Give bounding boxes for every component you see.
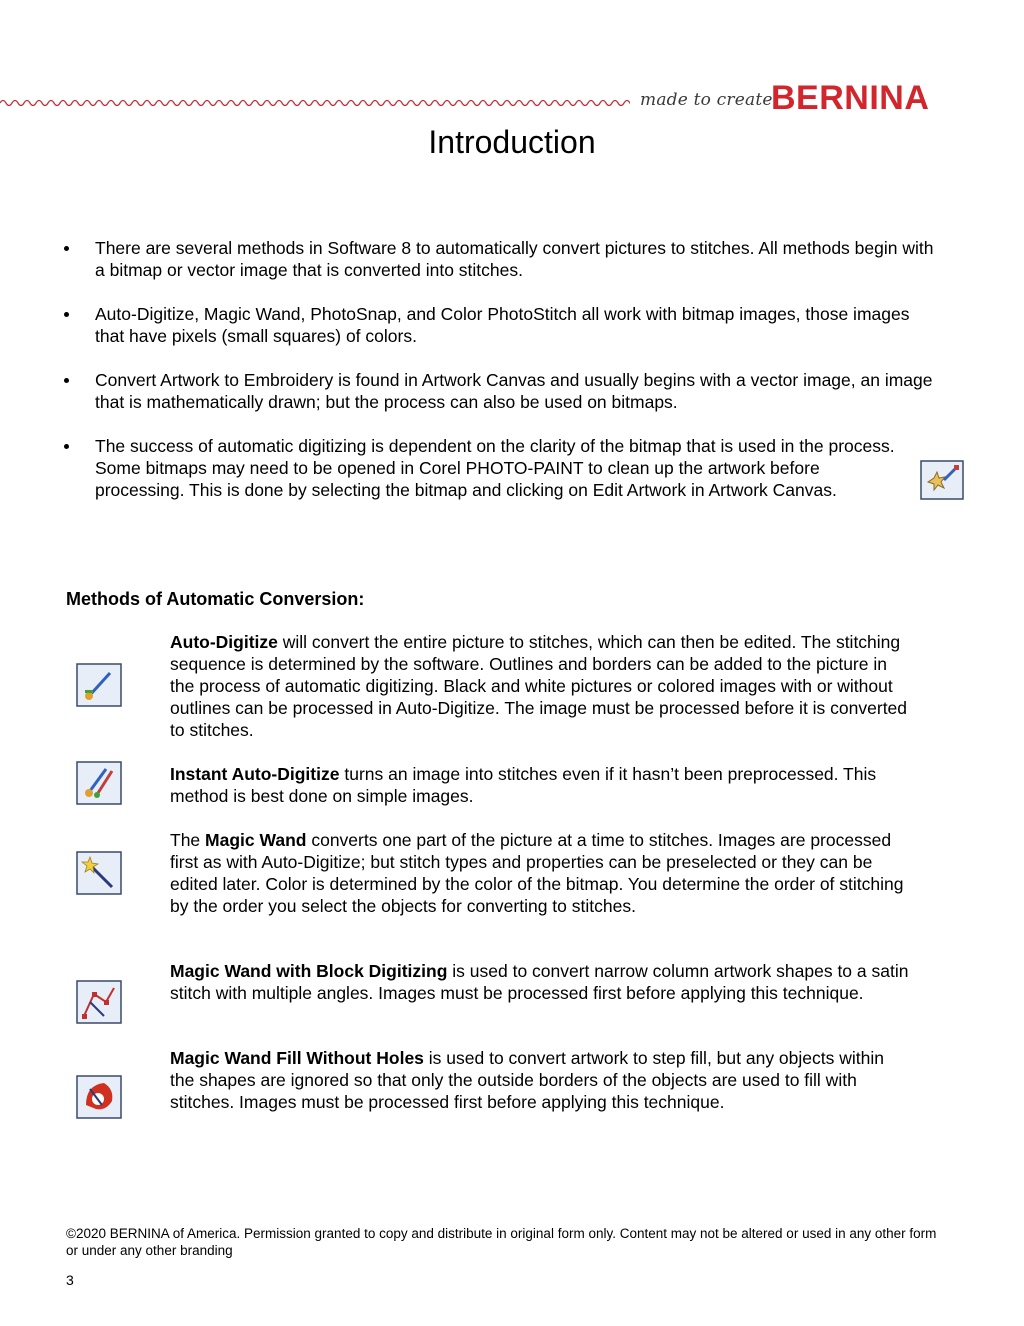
method-name: Instant Auto-Digitize bbox=[170, 764, 340, 784]
list-item bbox=[62, 303, 942, 347]
brand-tagline: made to create bbox=[640, 90, 773, 110]
method-magic-wand-block-digitizing: Magic Wand with Block Digitizing is used to convert narrow column artwork shapes to a satin stitch with multiple angles. Images must be processed first before applying this technique. bbox=[170, 961, 909, 1003]
list-item bbox=[62, 369, 942, 413]
edit-artwork-icon bbox=[920, 460, 964, 500]
method-magic-wand: The Magic Wand converts one part of the picture at a time to stitches. Images are processed first as with Auto-Digitize; but stitch types and properties can be preselected or they can be edited later. Color is determined by the color of the bitmap. You determine the order of stitching by the order you select the objects for converting to stitches. bbox=[170, 830, 904, 916]
bullet-text: Convert Artwork to Embroidery is found in Artwork Canvas and usually begins with a vector image, an image that is mathematically drawn; but the process can also be used on bitmaps. bbox=[95, 370, 933, 412]
section-heading: Methods of Automatic Conversion: bbox=[66, 589, 365, 609]
method-name: Magic Wand with Block Digitizing bbox=[170, 961, 448, 981]
list-item bbox=[62, 435, 913, 501]
magic-wand-block-digitizing-icon bbox=[76, 980, 122, 1024]
method-magic-wand-fill-without-holes: Magic Wand Fill Without Holes is used to convert artwork to step fill, but any objects within the shapes are ignored so that only the outside borders of the objects are used to fill with stitches. Images must be processed first before applying this technique. bbox=[170, 1048, 884, 1112]
magic-wand-fill-without-holes-icon bbox=[76, 1075, 122, 1119]
magic-wand-icon bbox=[76, 851, 122, 895]
brand-logo: BERNINA bbox=[771, 79, 930, 117]
bullet-icon bbox=[64, 312, 69, 317]
bullet-icon bbox=[64, 378, 69, 383]
page-number: 3 bbox=[66, 1272, 74, 1288]
instant-auto-digitize-icon bbox=[76, 761, 122, 805]
copyright-footer: ©2020 BERNINA of America. Permission granted to copy and distribute in original form only. Content may not be altered or used in any other form or under any other branding bbox=[66, 1226, 937, 1258]
method-name: Magic Wand bbox=[205, 830, 307, 850]
bullet-icon bbox=[64, 444, 69, 449]
method-auto-digitize: Auto-Digitize will convert the entire picture to stitches, which can then be edited. The stitching sequence is determined by the software. Outlines and borders can be added to the picture in the process of automatic digitizing. Black and white pictures or colored images with or without outlines can be processed in Auto-Digitize. The image must be processed before it is converted to stitches. bbox=[170, 632, 908, 740]
page-title: Introduction bbox=[428, 124, 596, 160]
bullet-text: There are several methods in Software 8 to automatically convert pictures to stitches. All methods begin with a bitmap or vector image that is converted into stitches. bbox=[95, 238, 934, 280]
auto-digitize-icon bbox=[76, 663, 122, 707]
bullet-text: Auto-Digitize, Magic Wand, PhotoSnap, and Color PhotoStitch all work with bitmap images, those images that have pixels (small squares) of colors. bbox=[95, 304, 910, 346]
method-instant-auto-digitize: Instant Auto-Digitize turns an image into stitches even if it hasn’t been preprocessed. This method is best done on simple images. bbox=[170, 764, 877, 806]
bullet-icon bbox=[64, 246, 69, 251]
bullet-text: The success of automatic digitizing is dependent on the clarity of the bitmap that is used in the process. Some bitmaps may need to be opened in Corel PHOTO-PAINT to clean up the artwork before processing. This is done by selecting the bitmap and clicking on Edit Artwork in Artwork Canvas. bbox=[95, 436, 895, 500]
page-header bbox=[0, 78, 1024, 118]
list-item bbox=[62, 237, 942, 281]
decorative-wave-border bbox=[0, 98, 630, 108]
method-name: Auto-Digitize bbox=[170, 632, 278, 652]
method-name: Magic Wand Fill Without Holes bbox=[170, 1048, 424, 1068]
intro-bullet-list bbox=[62, 237, 942, 523]
